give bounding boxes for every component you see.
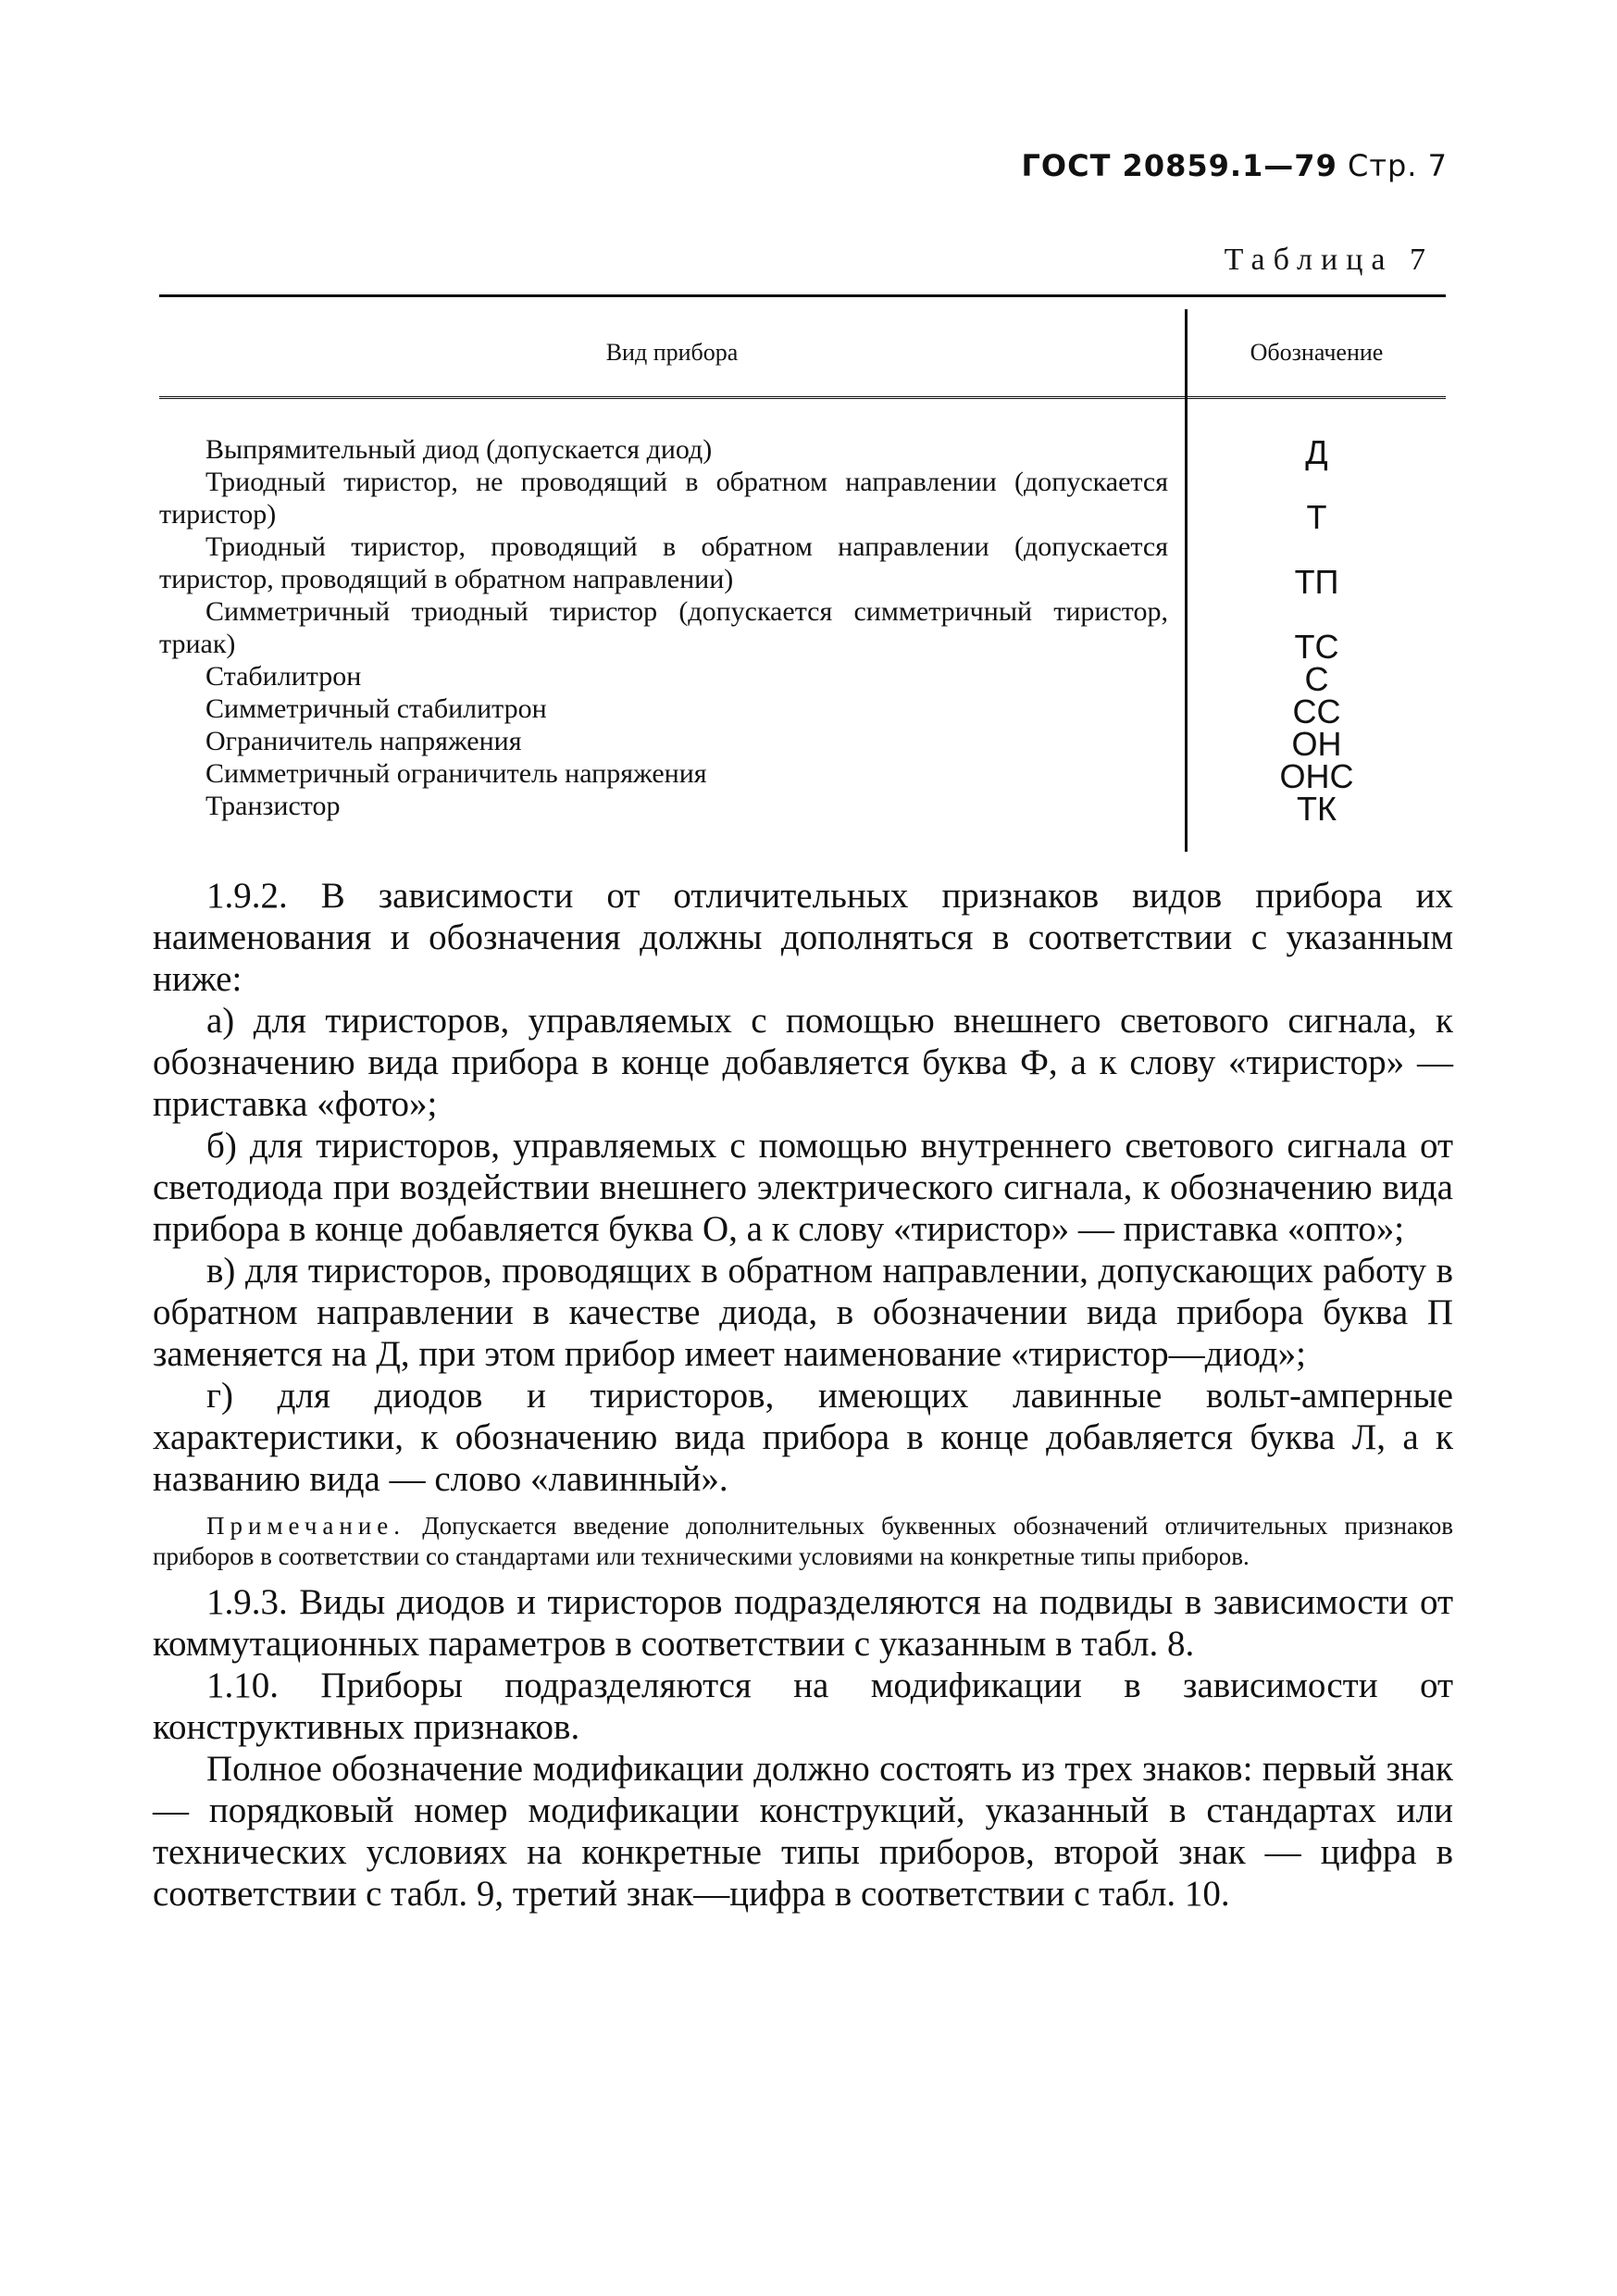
table-cell-kind: Выпрямительный диод (допускается диод) xyxy=(205,434,713,465)
table-cell-code: ТК xyxy=(1297,790,1337,828)
list-item-g: г) для диодов и тиристоров, имеющих лавинные вольт-амперные характеристики, к обозначению вида прибора в конце добавляется буква Л, а к названию вида — слово «лавинный». xyxy=(153,1376,1453,1499)
page-number: Стр. 7 xyxy=(1348,148,1448,183)
table-cell-kind: Симметричный ограничитель напряжения xyxy=(205,758,707,789)
table-cell-code: ОНС xyxy=(1279,757,1354,795)
table-cell-code: С xyxy=(1304,660,1329,698)
column-header-code: Обозначение xyxy=(1250,339,1384,366)
table-cell-code: ТС xyxy=(1294,628,1339,666)
table-cell-kind: Стабилитрон xyxy=(205,661,362,692)
table-cell-code: ТП xyxy=(1294,563,1339,601)
table-cell-kind: Симметричный триодный тиристор (допускается симметричный тиристор, триак) xyxy=(159,596,1168,659)
note xyxy=(153,1511,1453,1572)
paragraph-1-10: 1.10. Приборы подразделяются на модификации в зависимости от конструктивных признаков. xyxy=(153,1666,1453,1747)
note-text: Допускается введение дополнительных буквенных обозначений отличительных признаков приборов в соответствии со стандартами или техническими условиями на конкретные типы приборов. xyxy=(153,1512,1453,1570)
table-cell-kind: Триодный тиристор, не проводящий в обратном направлении (допускается тиристор) xyxy=(159,467,1168,530)
paragraph-1-9-2: 1.9.2. В зависимости от отличительных признаков видов прибора их наименования и обозначения должны дополняться в соответствии с указанным ниже: xyxy=(153,876,1453,999)
table-header-rule xyxy=(159,396,1446,399)
column-header-kind: Вид прибора xyxy=(605,339,739,366)
standard-number: ГОСТ 20859.1—79 xyxy=(1021,148,1337,183)
table-cell-kind: Транзистор xyxy=(205,791,341,821)
list-item-a: а) для тиристоров, управляемых с помощью внешнего светового сигнала, к обозначению вида прибора в конце добавляется буква Ф, а к слову «тиристор» — приставка «фото»; xyxy=(153,1001,1453,1124)
table-cell-code: Т xyxy=(1306,498,1327,536)
page-header xyxy=(1022,148,1449,183)
list-item-v: в) для тиристоров, проводящих в обратном направлении, допускающих работу в обратном направлении в качестве диода, в обозначении вида прибора буква П заменяется на Д, при этом прибор имеет наименование «тиристор—диод»; xyxy=(153,1251,1453,1374)
table-cell-code: ОН xyxy=(1291,725,1342,763)
table-cell-kind: Симметричный стабилитрон xyxy=(205,693,547,724)
table-body-kinds xyxy=(159,433,1168,822)
table-cell-code: СС xyxy=(1292,693,1341,730)
table-top-rule xyxy=(159,294,1446,297)
paragraph-1-9-3: 1.9.3. Виды диодов и тиристоров подразделяются на подвиды в зависимости от коммутационных параметров в соответствии с указанным в табл. 8. xyxy=(153,1582,1453,1664)
list-item-b: б) для тиристоров, управляемых с помощью внутреннего светового сигнала от светодиода при воздействии внешнего электрического сигнала, к обозначению вида прибора в конце добавляется буква О, а к слову «тиристор» — приставка «опто»; xyxy=(153,1126,1453,1249)
table-caption: Таблица 7 xyxy=(1224,243,1434,277)
table-cell-kind: Ограничитель напряжения xyxy=(205,726,522,756)
paragraph-full-designation: Полное обозначение модификации должно состоять из трех знаков: первый знак — порядковый номер модификации конструкций, указанный в стандартах или технических условиях на конкретные типы приборов, второй знак — цифра в соответствии с табл. 9, третий знак—цифра в соответствии с табл. 10. xyxy=(153,1749,1453,1914)
table-cell-code: Д xyxy=(1305,433,1328,471)
note-label: Примечание. xyxy=(206,1512,406,1540)
designation-table xyxy=(159,294,1446,852)
table-cell-kind: Триодный тиристор, проводящий в обратном направлении (допускается тиристор, проводящий в обратном направлении) xyxy=(159,531,1168,594)
body-text xyxy=(153,875,1453,1915)
